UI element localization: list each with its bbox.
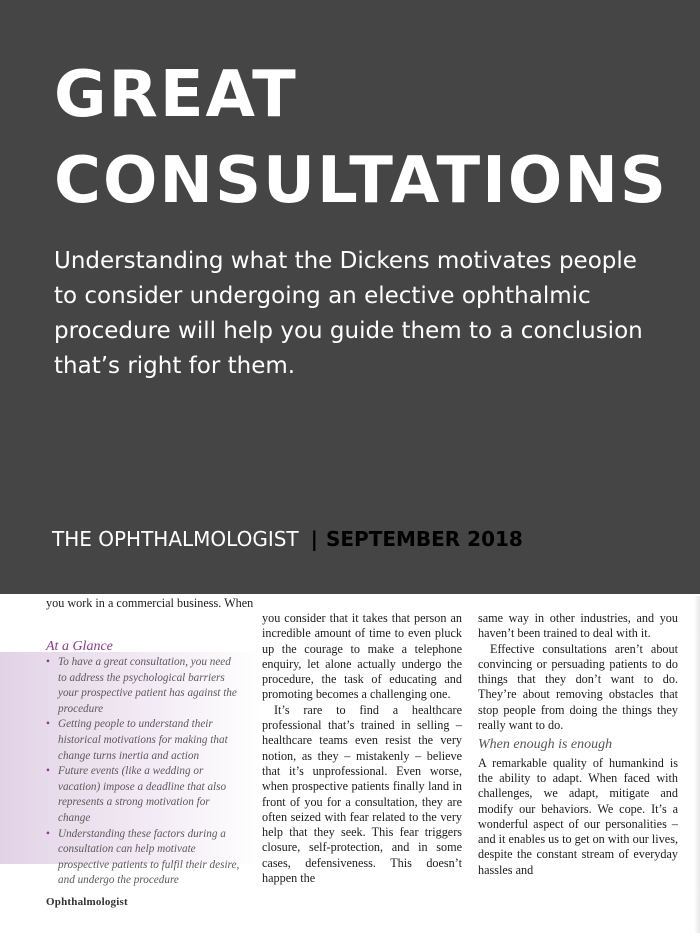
bullet-icon: •: [46, 827, 50, 840]
publication-bar: [52, 524, 523, 554]
list-item: [46, 764, 242, 826]
body-paragraph: same way in other industries, and you haven’t been trained to deal with it.: [478, 611, 678, 641]
bullet-icon: •: [46, 718, 50, 731]
list-item: [46, 655, 242, 717]
list-item-text: Understanding these factors during a consultation can help motivate prospective patients to fulfil their desire, and undergo the procedure: [58, 827, 240, 887]
publication-separator: |: [310, 527, 318, 551]
list-item: [46, 827, 242, 889]
bullet-icon: •: [46, 765, 50, 778]
at-a-glance-list: [46, 655, 242, 889]
publication-name: THE OPHTHALMOLOGIST: [52, 527, 299, 551]
body-paragraph: A remarkable quality of humankind is the ability to adapt. When faced with challenges, we adapt, mitigate and modify our behaviors. We cope. It’s a wonderful aspect of our personalities – and it enables us to get on with our lives, despite the constant stream of everyday hassles and: [478, 755, 678, 877]
body-paragraph: It’s rare to find a healthcare professional that’s trained in selling – healthcare teams even resist the very notion, as they – mistakenly – believe that it’s unprofessional. Even worse, when prospective patients finally land in front of you for a consultation, they are often seized with fear related to the very help that they seek. This fear triggers closure, self-protection, and in some cases, defensiveness. This doesn’t happen the: [262, 702, 462, 886]
body-paragraph: you consider that it takes that person an incredible amount of time to even pluck up the courage to make a telephone enquiry, let alone actually undergo the procedure, the task of educating and promoting becomes a challenging one.: [262, 611, 462, 702]
publication-date: SEPTEMBER 2018: [325, 527, 523, 551]
list-item-text: Getting people to understand their historical motivations for making that change turns inertia and action: [58, 718, 228, 762]
list-item-text: Future events (like a wedding or vacation) impose a deadline that also represents a strong motivation for change: [58, 765, 227, 824]
list-item: [46, 717, 242, 764]
magazine-logo: Ophthalmologist: [46, 896, 128, 908]
article-title: [54, 52, 668, 224]
article-standfirst: Understanding what the Dickens motivates people to consider undergoing an elective ophthalmic procedure will help you guide them to a conclusion that’s right for them.: [54, 248, 643, 379]
column-1-text: [46, 596, 256, 611]
column-3-text: [478, 611, 678, 878]
page-edge: [694, 596, 700, 933]
list-item-text: To have a great consultation, you need to address the psychological barriers your prospective patient has against the procedure: [58, 656, 237, 715]
section-subhead: When enough is enough: [478, 737, 613, 753]
title-line-2: CONSULTATIONS: [54, 144, 668, 218]
column-1-fragment: you work in a commercial business. When: [46, 596, 254, 610]
column-2-text: [262, 611, 462, 886]
title-line-1: GREAT: [54, 58, 298, 132]
body-paragraph: Effective consultations aren’t about convincing or persuading patients to do things that they don’t want to do. They’re about removing obstacles that stop people from doing the things they really want to do.: [478, 641, 678, 733]
at-a-glance-heading: At a Glance: [46, 639, 113, 654]
bullet-icon: •: [46, 656, 50, 668]
